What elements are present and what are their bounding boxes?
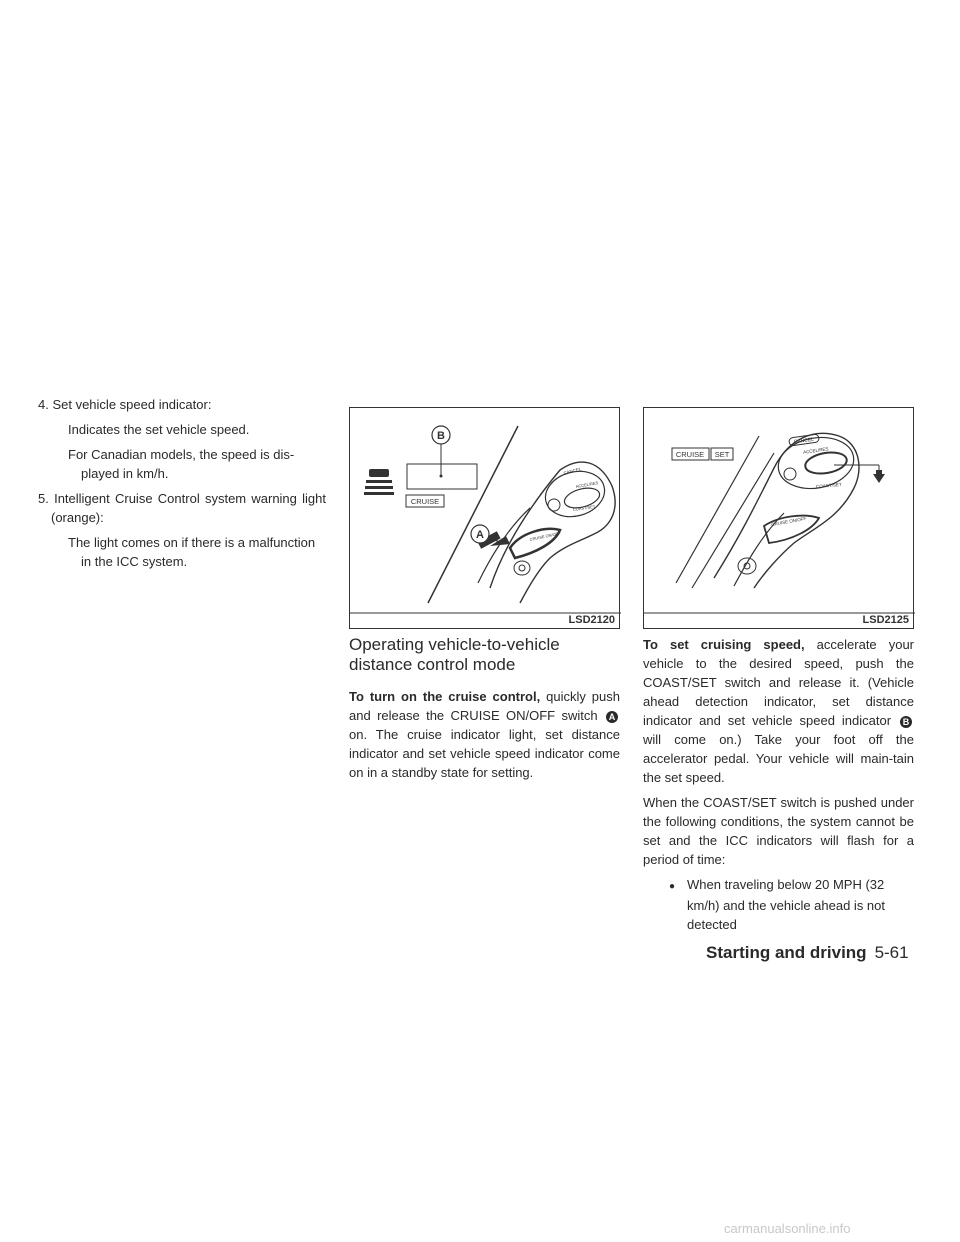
- watermark-text: carmanualsonline.info: [724, 1221, 851, 1236]
- callout-a: A: [476, 529, 484, 541]
- lead-set-speed: To set cruising speed,: [643, 637, 805, 652]
- right-column: [643, 407, 914, 940]
- page-footer: [706, 942, 909, 964]
- paragraph-conditions: When the COAST/SET switch is pushed under the following conditions, the system cannot be set and the ICC indicators will flash for a period of time:: [643, 795, 914, 867]
- set-speed-text-2: will come on.) Take your foot off the accelerator pedal. Your vehicle will main-tain the set speed.: [643, 732, 914, 785]
- figure-coast-set-switch: [643, 407, 914, 629]
- cruise-label: CRUISE: [410, 497, 440, 506]
- paragraph-turn-on: [349, 687, 620, 782]
- figure-cruise-switch-a: [349, 407, 620, 629]
- left-column: [38, 395, 326, 577]
- cancel-label-2: CANCEL: [793, 436, 815, 446]
- accel-label-2: ACCEL/RES: [802, 446, 829, 455]
- onoff-label-2: CRUISE ON/OFF: [770, 515, 807, 528]
- callout-b-inline: B: [900, 716, 912, 728]
- item-4-text-2: For Canadian models, the speed is dis-played in km/h.: [68, 447, 295, 481]
- coast-label-2: COAST/SET: [815, 481, 842, 490]
- middle-column: [349, 407, 620, 788]
- callout-a-inline: A: [606, 711, 618, 723]
- accel-label: ACCEL/RES: [575, 480, 599, 489]
- set-speed-text-1: accelerate your vehicle to the desired speed, push the COAST/SET switch and release it. (Vehicle ahead detection indicator, set distance indicator and set vehicle speed indicator: [643, 637, 914, 728]
- page-number: 5-61: [874, 943, 909, 962]
- turn-on-text-2: on. The cruise indicator light, set distance indicator and set vehicle speed indicator come on in a standby state for setting.: [349, 727, 620, 780]
- vehicle-ahead-icon: [364, 469, 394, 495]
- figure-2-illustration: [644, 408, 915, 630]
- callout-b: B: [437, 430, 445, 442]
- cruise-label-2: CRUISE: [675, 450, 705, 459]
- figure-2-code: LSD2125: [862, 614, 909, 626]
- set-label: SET: [714, 450, 730, 459]
- onoff-label: CRUISE ON/OFF: [529, 530, 561, 542]
- item-5-text-1: The light comes on if there is a malfunction in the ICC system.: [68, 535, 316, 569]
- section-title: Starting and driving: [706, 943, 867, 962]
- paragraph-set-speed: [643, 635, 914, 787]
- lead-turn-on: To turn on the cruise control,: [349, 689, 541, 704]
- item-4-label: 4. Set vehicle speed indicator:: [38, 397, 212, 412]
- item-4-text-1: Indicates the set vehicle speed.: [68, 422, 250, 437]
- figure-1-code: LSD2120: [568, 614, 615, 626]
- item-5-label: 5. Intelligent Cruise Control system warning light (orange):: [38, 491, 326, 525]
- bullet-glyph: ●: [669, 881, 676, 892]
- turn-on-text-1: quickly push and release the CRUISE ON/OFF switch: [349, 689, 620, 723]
- bullet-text: When traveling below 20 MPH (32 km/h) and the vehicle ahead is not detected: [687, 877, 886, 932]
- figure-1-illustration: [350, 408, 621, 630]
- section-heading: Operating vehicle-to-vehicle distance control mode: [349, 635, 560, 674]
- coast-label: COAST/SET: [572, 503, 596, 512]
- bullet-item: [643, 875, 914, 934]
- cancel-label: CANCEL: [562, 466, 582, 476]
